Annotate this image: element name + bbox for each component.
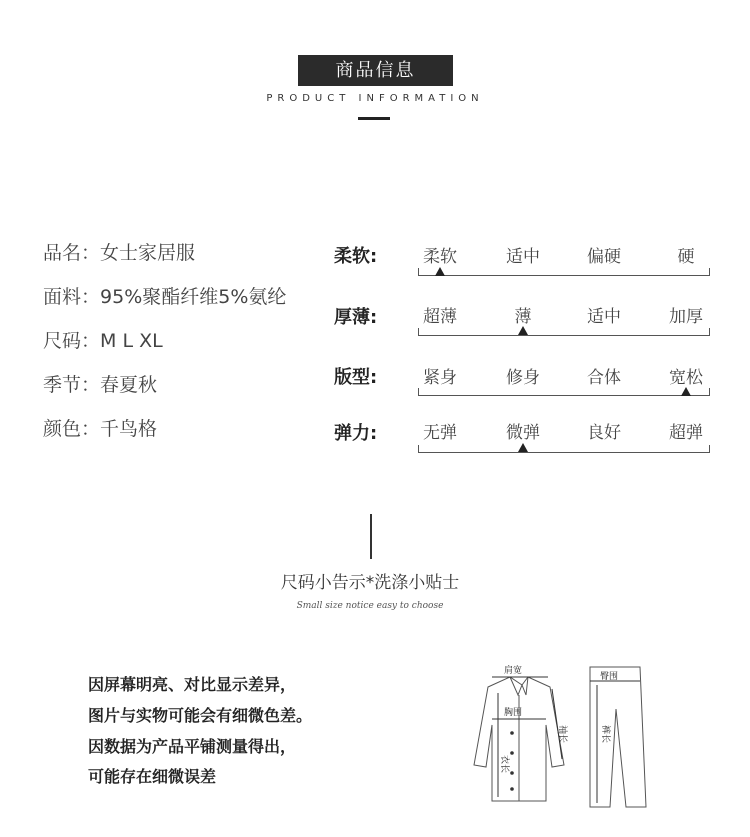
section-subtitle: PRODUCT INFORMATION	[266, 93, 484, 104]
scale-option: 紧身	[423, 368, 457, 388]
notice-line: 因数据为产品平铺测量得出，	[88, 737, 297, 756]
scale-option: 适中	[506, 247, 540, 267]
section-title: 商品信息	[298, 55, 453, 86]
scale-label-fit: 版型:	[334, 367, 378, 388]
info-row-season	[43, 370, 157, 397]
notice-line: 可能存在细微误差	[88, 767, 217, 786]
scale-option: 超弹	[669, 423, 703, 443]
notice-line: 因屏幕明亮、对比显示差异，	[88, 675, 297, 694]
info-row-name	[43, 238, 195, 265]
scale-option: 合体	[587, 368, 621, 388]
info-label: 面料：	[43, 286, 101, 308]
scale-bar	[418, 328, 710, 336]
scale-option: 修身	[506, 368, 540, 388]
scale-label-softness: 柔软:	[334, 246, 378, 267]
scale-option: 硬	[677, 247, 695, 267]
scale-option: 微弹	[506, 423, 540, 443]
scale-bar	[418, 268, 710, 276]
scale-label-elasticity: 弹力:	[334, 423, 378, 444]
shirt-buttons	[510, 731, 514, 791]
scale-option: 偏硬	[587, 247, 621, 267]
notice-line: 图片与实物可能会有细微色差。	[88, 706, 313, 725]
label-hip: 臀围	[600, 672, 619, 682]
info-label: 尺码：	[43, 330, 101, 352]
scale-option: 超薄	[423, 307, 457, 327]
info-value: M L XL	[100, 330, 163, 352]
scale-marker	[435, 267, 445, 276]
scale-option: 柔软	[423, 247, 457, 267]
scale-option: 适中	[587, 307, 621, 327]
info-row-size	[43, 326, 163, 353]
scale-option: 宽松	[669, 368, 703, 388]
scale-label-thickness: 厚薄:	[334, 307, 378, 328]
info-label: 颜色：	[43, 418, 101, 440]
shirt-drawing	[474, 677, 564, 801]
scale-bar	[418, 445, 710, 453]
label-pants-length: 裤长	[600, 725, 610, 744]
info-value: 春夏秋	[100, 374, 158, 396]
scale-option: 加厚	[669, 307, 703, 327]
size-tips-subtitle: Small size notice easy to choose	[296, 601, 444, 611]
info-value: 千鸟格	[100, 418, 158, 440]
divider-vertical	[370, 514, 372, 559]
title-underline	[358, 117, 390, 120]
label-chest: 胸围	[504, 708, 523, 718]
label-sleeve: 袖长	[557, 725, 567, 744]
info-row-fabric	[43, 282, 286, 309]
pants-drawing	[590, 667, 646, 807]
scale-marker	[518, 326, 528, 335]
scale-bar	[418, 388, 710, 396]
scale-option: 薄	[514, 307, 532, 327]
scale-marker	[681, 387, 691, 396]
scale-option: 无弹	[423, 423, 457, 443]
info-row-color	[43, 414, 157, 441]
scale-option: 良好	[587, 423, 621, 443]
label-length: 衣长	[499, 755, 509, 774]
label-shoulder: 肩宽	[504, 666, 523, 676]
measurement-diagram	[460, 655, 660, 815]
info-label: 品名：	[43, 242, 101, 264]
info-value: 女士家居服	[100, 242, 196, 264]
size-tips-title: 尺码小告示*洗涤小贴士	[280, 573, 460, 593]
scale-marker	[518, 443, 528, 452]
info-value: 95%聚酯纤维5%氨纶	[100, 286, 287, 308]
info-label: 季节：	[43, 374, 101, 396]
